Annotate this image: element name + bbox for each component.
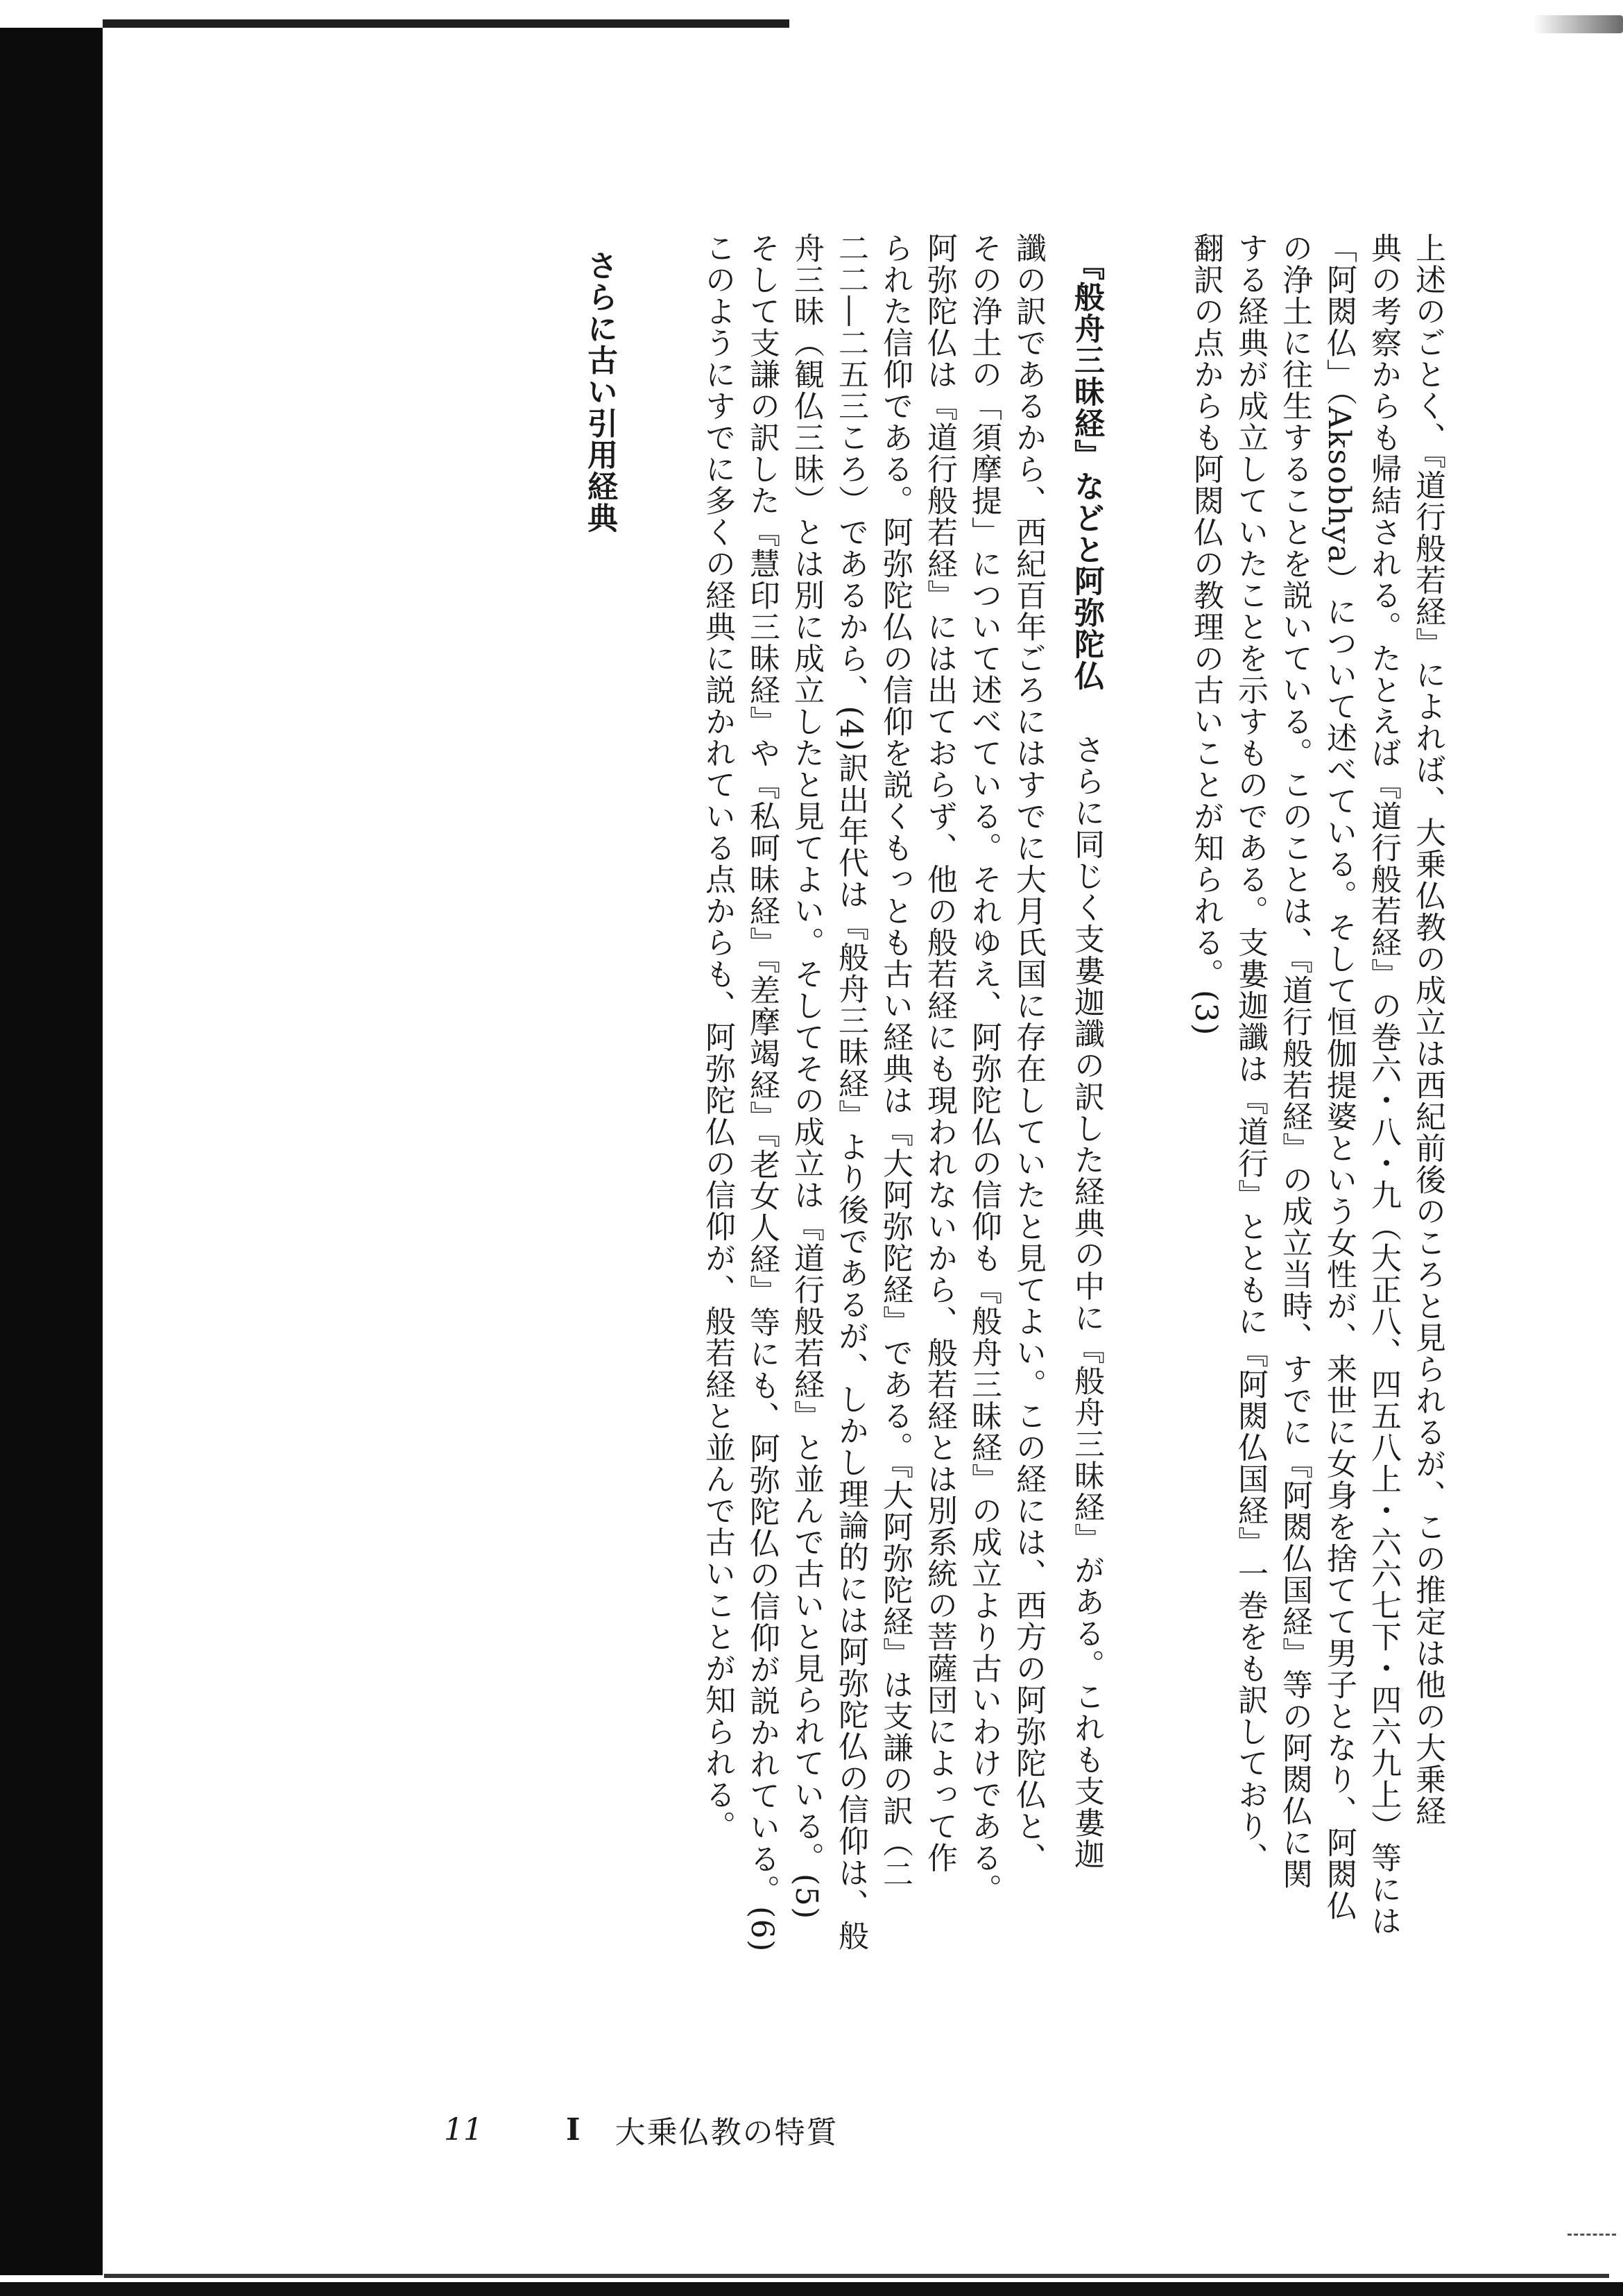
text-column: の浄土に往生することを説いている。このことは、『道行般若経』の成立当時、すでに『阿閦仏国経』等の阿閦仏に関 xyxy=(1277,232,1312,1890)
text-column: 「阿閦仏」（Aksobhya）について述べている。そして恒伽提婆という女性が、来世に女身を捨てて男子となり、阿閦仏 xyxy=(1321,232,1357,1921)
text-column: その浄土の「須摩提」について述べている。それゆえ、阿弥陀仏の信仰も『般舟三昧経』の成立より古いわけである。 xyxy=(966,232,1002,1905)
text-column: られた信仰である。阿弥陀仏の信仰を説くもっとも古い経典は『大阿弥陀経』である。『大阿弥陀経』は支謙の訳（二 xyxy=(877,232,913,1890)
section-heading: さらに古い引用経典 xyxy=(582,250,617,534)
text-column: 典の考察からも帰結される。たとえば『道行般若経』の巻六・八・九（大正八、四五八上・六六七下・四六九上）等には xyxy=(1366,232,1401,1937)
scan-margin-dashes xyxy=(1568,2234,1616,2238)
section-heading-column xyxy=(584,250,615,534)
page-number: 11 xyxy=(444,2111,483,2148)
text-column: する経典が成立していたことを示すものである。支婁迦讖は『道行』とともに『阿閦仏国経』一巻をも訳しており、 xyxy=(1233,232,1268,1874)
section-heading: 『般舟三昧経』などと阿弥陀仏 xyxy=(1069,250,1104,692)
text-column: そして支謙の訳した『慧印三昧経』や『私呵昧経』『差摩竭経』『老女人経』等にも、阿弥陀仏の信仰が説かれている。(6) xyxy=(744,232,780,1953)
text-column: 二二―二五三ころ）であるから、(4)訳出年代は『般舟三昧経』より後であるが、しかし理論的には阿弥陀仏の信仰は、般 xyxy=(833,232,868,1952)
text-column: 讖の訳であるから、西紀百年ごろにはすでに大月氏国に存在していたと見てよい。この経には、西方の阿弥陀仏と、 xyxy=(1011,232,1046,1874)
text-column: 翻訳の点からも阿閦仏の教理の古いことが知られる。(3) xyxy=(1188,232,1223,1036)
text-column: 上述のごとく、『道行般若経』によれば、大乗仏教の成立は西紀前後のころと見られるが、この推定は他の大乗経 xyxy=(1410,232,1445,1827)
text-column: 舟三昧（観仏三昧）とは別に成立したと見てよい。そしてその成立は『道行般若経』と並んで古いと見られている。(5) xyxy=(789,232,824,1920)
chapter-number: I xyxy=(566,2111,581,2148)
section-heading-continuation: さらに同じく支婁迦讖の訳した経典の中に『般舟三昧経』がある。これも支婁迦 xyxy=(1069,702,1104,1870)
text-column: このようにすでに多くの経典に説かれている点からも、阿弥陀仏の信仰が、般若経と並んで古いことが知られる。 xyxy=(700,232,735,1842)
section-heading-column xyxy=(1069,250,1104,1870)
text-column: 阿弥陀仏は『道行般若経』には出ておらず、他の般若経にも現われないから、般若経とは別系統の菩薩団によって作 xyxy=(922,232,957,1874)
chapter-title: 大乗仏教の特質 xyxy=(615,2115,839,2150)
page-footer xyxy=(444,2109,839,2150)
